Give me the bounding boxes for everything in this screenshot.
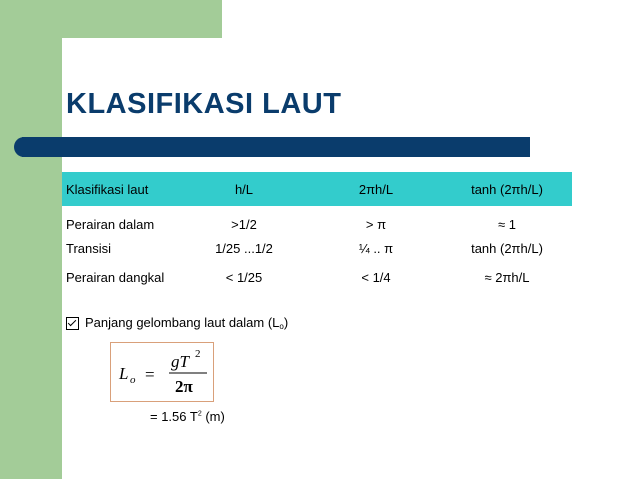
table-cell: ¼ .. π [358, 240, 394, 256]
checkbox-icon [66, 317, 79, 330]
table-cell: > π [365, 216, 387, 232]
header-cell: h/L [178, 172, 310, 206]
header-cell: tanh (2πh/L) [442, 172, 572, 206]
table-cell: ≈ 2πh/L [484, 269, 530, 285]
table-cell: Perairan dangkal [66, 269, 165, 285]
formula-result: = 1.56 $T^2$ (m) [150, 409, 225, 424]
slide-title: KLASIFIKASI LAUT [66, 88, 342, 120]
formula-denominator: 2π [175, 377, 193, 396]
table-row [62, 260, 572, 294]
header-cell: Klasifikasi laut [62, 172, 178, 206]
table-cell: < 1/25 [225, 269, 263, 285]
table-cell: 1/25 ...1/2 [215, 240, 273, 256]
deep-water-wavelength-formula [111, 343, 213, 401]
formula-box [110, 342, 214, 402]
table-cell: tanh (2πh/L) [471, 240, 543, 256]
header-cell: 2πh/L [310, 172, 442, 206]
table-cell: < 1/4 [361, 269, 391, 285]
classification-table [62, 172, 572, 294]
formula-numerator: gT [171, 352, 189, 371]
bullet-text: Panjang gelombang laut dalam $(L_o)$ [85, 315, 289, 331]
top-green-block [0, 0, 222, 38]
table-cell: Perairan dalam [66, 216, 155, 232]
table-header-row [62, 172, 572, 206]
formula-exponent: 2 [195, 348, 201, 360]
left-green-bar [0, 0, 62, 479]
title-rule-dot [14, 137, 34, 157]
table-cell: >1/2 [231, 216, 257, 232]
bullet-item [66, 315, 288, 331]
formula-lhs-sub: o [130, 374, 136, 386]
formula-lhs: L [119, 364, 129, 383]
table-cell: ≈ 1 [498, 216, 516, 232]
table-cell: Transisi [66, 240, 112, 256]
table-row [62, 236, 572, 260]
title-rule [22, 137, 530, 157]
table-row [62, 212, 572, 236]
formula-equals: = [145, 365, 155, 384]
